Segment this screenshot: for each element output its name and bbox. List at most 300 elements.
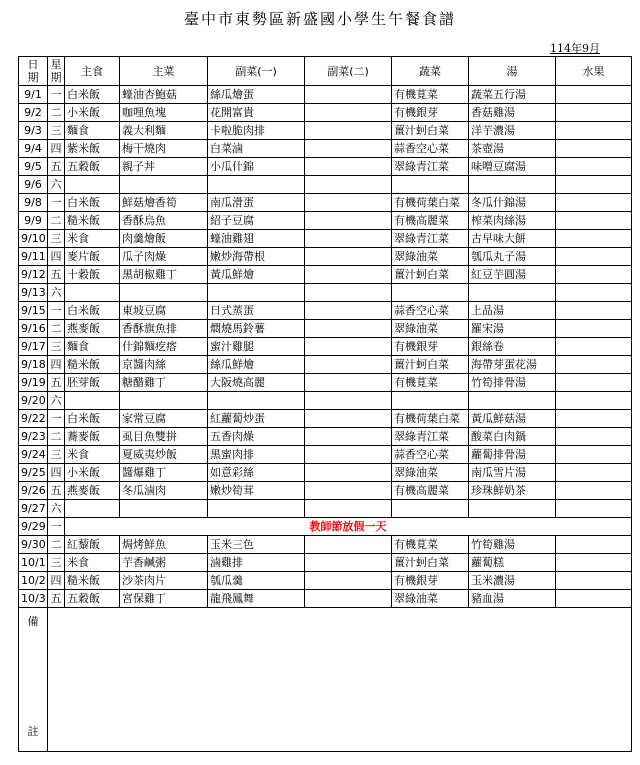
cell-veg: 有機莧菜 xyxy=(392,86,469,104)
cell-side2 xyxy=(305,284,392,302)
cell-main: 黑胡椒雞丁 xyxy=(120,266,208,284)
cell-main: 香酥旗魚排 xyxy=(120,320,208,338)
cell-day: 二 xyxy=(48,320,65,338)
cell-soup: 蔬菜五行湯 xyxy=(469,86,556,104)
table-row xyxy=(19,302,632,320)
cell-staple: 麥片飯 xyxy=(65,248,120,266)
cell-side2 xyxy=(305,266,392,284)
cell-soup: 酸菜白肉鍋 xyxy=(469,428,556,446)
cell-soup: 豬血湯 xyxy=(469,590,556,608)
cell-date: 9/25 xyxy=(19,464,48,482)
cell-fruit xyxy=(556,464,632,482)
cell-veg: 翠綠青江菜 xyxy=(392,158,469,176)
table-row xyxy=(19,104,632,122)
cell-veg: 翠綠青江菜 xyxy=(392,428,469,446)
cell-date: 9/30 xyxy=(19,536,48,554)
cell-fruit xyxy=(556,320,632,338)
cell-day: 六 xyxy=(48,176,65,194)
cell-side1: 滷雞排 xyxy=(208,554,305,572)
cell-main: 冬瓜滷肉 xyxy=(120,482,208,500)
cell-fruit xyxy=(556,536,632,554)
cell-side1: 紅蘿蔔炒蛋 xyxy=(208,410,305,428)
cell-staple: 白米飯 xyxy=(65,410,120,428)
cell-date: 9/11 xyxy=(19,248,48,266)
cell-veg: 薑汁蚵白菜 xyxy=(392,122,469,140)
cell-staple: 白米飯 xyxy=(65,302,120,320)
cell-fruit xyxy=(556,356,632,374)
cell-date: 9/1 xyxy=(19,86,48,104)
cell-side1: 紹子豆腐 xyxy=(208,212,305,230)
cell-staple: 米食 xyxy=(65,554,120,572)
table-row xyxy=(19,176,632,194)
cell-soup: 瓠瓜丸子湯 xyxy=(469,248,556,266)
table-row xyxy=(19,194,632,212)
cell-side1: 玉米三色 xyxy=(208,536,305,554)
cell-day: 四 xyxy=(48,356,65,374)
cell-veg: 蒜香空心菜 xyxy=(392,140,469,158)
header-staple: 主食 xyxy=(65,57,120,86)
cell-side2 xyxy=(305,446,392,464)
cell-main: 沙茶肉片 xyxy=(120,572,208,590)
cell-side2 xyxy=(305,392,392,410)
cell-veg: 翠綠油菜 xyxy=(392,248,469,266)
cell-day: 一 xyxy=(48,410,65,428)
cell-day: 五 xyxy=(48,158,65,176)
cell-side1: 大阪燒高麗 xyxy=(208,374,305,392)
cell-staple: 紫米飯 xyxy=(65,140,120,158)
notes-label-bottom: 註 xyxy=(27,725,39,738)
cell-day: 三 xyxy=(48,230,65,248)
cell-day: 五 xyxy=(48,482,65,500)
cell-fruit xyxy=(556,410,632,428)
cell-fruit xyxy=(556,590,632,608)
cell-veg xyxy=(392,176,469,194)
cell-date: 9/27 xyxy=(19,500,48,518)
cell-staple: 五穀飯 xyxy=(65,590,120,608)
cell-fruit xyxy=(556,500,632,518)
cell-soup: 黃瓜鮮菇湯 xyxy=(469,410,556,428)
cell-veg xyxy=(392,392,469,410)
cell-soup: 洋芋濃湯 xyxy=(469,122,556,140)
cell-fruit xyxy=(556,338,632,356)
cell-main: 什錦麵疙瘩 xyxy=(120,338,208,356)
header-day: 星 期 xyxy=(48,57,65,86)
cell-day: 二 xyxy=(48,104,65,122)
cell-veg xyxy=(392,284,469,302)
cell-side1: 卡啦脆肉排 xyxy=(208,122,305,140)
cell-side2 xyxy=(305,554,392,572)
cell-fruit xyxy=(556,104,632,122)
cell-date: 9/8 xyxy=(19,194,48,212)
header-soup: 湯 xyxy=(469,57,556,86)
cell-veg: 有機高麗菜 xyxy=(392,482,469,500)
cell-staple: 小米飯 xyxy=(65,104,120,122)
cell-side1 xyxy=(208,500,305,518)
cell-soup xyxy=(469,392,556,410)
cell-day: 四 xyxy=(48,572,65,590)
cell-soup: 味噌豆腐湯 xyxy=(469,158,556,176)
cell-fruit xyxy=(556,230,632,248)
cell-side2 xyxy=(305,572,392,590)
cell-soup: 玉米濃湯 xyxy=(469,572,556,590)
table-row xyxy=(19,464,632,482)
cell-date: 9/16 xyxy=(19,320,48,338)
cell-soup: 蘿蔔排骨湯 xyxy=(469,446,556,464)
cell-soup: 香菇雞湯 xyxy=(469,104,556,122)
cell-date: 9/18 xyxy=(19,356,48,374)
cell-staple: 米食 xyxy=(65,230,120,248)
cell-side2 xyxy=(305,428,392,446)
cell-date: 9/26 xyxy=(19,482,48,500)
cell-veg: 有機銀芽 xyxy=(392,338,469,356)
cell-side2 xyxy=(305,104,392,122)
cell-fruit xyxy=(556,140,632,158)
cell-date: 9/23 xyxy=(19,428,48,446)
cell-staple: 白米飯 xyxy=(65,194,120,212)
cell-main: 夏威夷炒飯 xyxy=(120,446,208,464)
cell-main: 義大利麵 xyxy=(120,122,208,140)
cell-veg xyxy=(392,500,469,518)
table-row xyxy=(19,320,632,338)
cell-side1: 黃瓜鮮燴 xyxy=(208,266,305,284)
table-row xyxy=(19,572,632,590)
cell-date: 9/15 xyxy=(19,302,48,320)
header-date: 日 期 xyxy=(19,57,48,86)
cell-side1: 南瓜滑蛋 xyxy=(208,194,305,212)
cell-veg: 翠綠油菜 xyxy=(392,464,469,482)
header-fruit: 水果 xyxy=(556,57,632,86)
cell-fruit xyxy=(556,392,632,410)
cell-soup: 南瓜雪片湯 xyxy=(469,464,556,482)
table-row xyxy=(19,86,632,104)
cell-side1: 燜燒馬鈴薯 xyxy=(208,320,305,338)
cell-staple: 麵食 xyxy=(65,338,120,356)
header-row xyxy=(19,57,632,86)
table-row xyxy=(19,392,632,410)
cell-veg: 有機銀芽 xyxy=(392,104,469,122)
table-row xyxy=(19,338,632,356)
table-row xyxy=(19,122,632,140)
table-row xyxy=(19,284,632,302)
table-row xyxy=(19,428,632,446)
cell-day: 一 xyxy=(48,518,65,536)
table-row xyxy=(19,518,632,536)
cell-side2 xyxy=(305,410,392,428)
cell-veg: 有機銀芽 xyxy=(392,572,469,590)
cell-veg: 薑汁蚵白菜 xyxy=(392,266,469,284)
cell-day: 三 xyxy=(48,122,65,140)
page-title: 臺中市東勢區新盛國小學生午餐食譜 xyxy=(183,10,456,28)
cell-side1: 蠔油雞翅 xyxy=(208,230,305,248)
table-row xyxy=(19,554,632,572)
cell-veg: 薑汁蚵白菜 xyxy=(392,356,469,374)
cell-veg: 蒜香空心菜 xyxy=(392,302,469,320)
cell-side2 xyxy=(305,590,392,608)
cell-date: 9/17 xyxy=(19,338,48,356)
cell-side2 xyxy=(305,248,392,266)
cell-staple xyxy=(65,176,120,194)
cell-day: 五 xyxy=(48,374,65,392)
cell-side2 xyxy=(305,86,392,104)
cell-main: 親子丼 xyxy=(120,158,208,176)
cell-side2 xyxy=(305,320,392,338)
cell-side2 xyxy=(305,140,392,158)
cell-side2 xyxy=(305,536,392,554)
cell-day: 四 xyxy=(48,464,65,482)
cell-staple: 米食 xyxy=(65,446,120,464)
cell-side2 xyxy=(305,158,392,176)
cell-veg: 有機莧菜 xyxy=(392,374,469,392)
cell-day: 二 xyxy=(48,212,65,230)
menu-table xyxy=(18,56,632,752)
cell-soup: 竹筍雞湯 xyxy=(469,536,556,554)
cell-side2 xyxy=(305,230,392,248)
table-row xyxy=(19,140,632,158)
cell-date: 9/24 xyxy=(19,446,48,464)
cell-soup: 海帶芽蛋花湯 xyxy=(469,356,556,374)
cell-date: 10/2 xyxy=(19,572,48,590)
cell-staple: 五穀飯 xyxy=(65,158,120,176)
cell-date: 9/5 xyxy=(19,158,48,176)
cell-main xyxy=(120,392,208,410)
cell-veg: 蒜香空心菜 xyxy=(392,446,469,464)
cell-side1: 絲瓜鮮燴 xyxy=(208,356,305,374)
cell-side2 xyxy=(305,302,392,320)
notes-label-top: 備 xyxy=(27,615,39,628)
cell-veg: 有機莧菜 xyxy=(392,536,469,554)
cell-main: 瓜子肉燥 xyxy=(120,248,208,266)
cell-staple: 糙米飯 xyxy=(65,212,120,230)
cell-fruit xyxy=(556,482,632,500)
cell-staple: 糙米飯 xyxy=(65,356,120,374)
table-row xyxy=(19,266,632,284)
cell-main: 家常豆腐 xyxy=(120,410,208,428)
cell-date: 9/6 xyxy=(19,176,48,194)
cell-soup xyxy=(469,176,556,194)
table-row xyxy=(19,536,632,554)
cell-fruit xyxy=(556,122,632,140)
cell-side1: 日式蒸蛋 xyxy=(208,302,305,320)
table-row xyxy=(19,356,632,374)
cell-day: 二 xyxy=(48,536,65,554)
cell-date: 9/19 xyxy=(19,374,48,392)
cell-soup: 蘿蔔糕 xyxy=(469,554,556,572)
cell-staple: 白米飯 xyxy=(65,86,120,104)
cell-main: 咖哩魚塊 xyxy=(120,104,208,122)
cell-main: 醬爆雞丁 xyxy=(120,464,208,482)
header-main: 主菜 xyxy=(120,57,208,86)
cell-side2 xyxy=(305,194,392,212)
cell-staple xyxy=(65,500,120,518)
cell-date: 9/29 xyxy=(19,518,48,536)
cell-fruit xyxy=(556,572,632,590)
cell-side1: 花開富貴 xyxy=(208,104,305,122)
table-row xyxy=(19,230,632,248)
cell-date: 9/3 xyxy=(19,122,48,140)
cell-side2 xyxy=(305,464,392,482)
cell-day: 一 xyxy=(48,194,65,212)
cell-staple: 燕麥飯 xyxy=(65,482,120,500)
cell-main xyxy=(120,284,208,302)
cell-side1 xyxy=(208,176,305,194)
table-row xyxy=(19,590,632,608)
cell-date: 9/9 xyxy=(19,212,48,230)
cell-fruit xyxy=(556,86,632,104)
cell-staple: 十穀飯 xyxy=(65,266,120,284)
notes-content xyxy=(48,608,632,752)
cell-staple xyxy=(65,284,120,302)
cell-veg: 翠綠油菜 xyxy=(392,320,469,338)
cell-staple: 紅藜飯 xyxy=(65,536,120,554)
header-side1: 副菜(一) xyxy=(208,57,305,86)
cell-staple: 蕎麥飯 xyxy=(65,428,120,446)
cell-main: 焗烤鮮魚 xyxy=(120,536,208,554)
cell-main: 肉羹燴飯 xyxy=(120,230,208,248)
cell-date: 9/12 xyxy=(19,266,48,284)
cell-day: 一 xyxy=(48,302,65,320)
cell-side1: 蜜汁雞腿 xyxy=(208,338,305,356)
cell-main: 宮保雞丁 xyxy=(120,590,208,608)
cell-fruit xyxy=(556,554,632,572)
cell-staple: 麵食 xyxy=(65,122,120,140)
table-row xyxy=(19,410,632,428)
header-side2: 副菜(二) xyxy=(305,57,392,86)
cell-day: 六 xyxy=(48,284,65,302)
notes-label xyxy=(19,608,48,752)
cell-staple: 燕麥飯 xyxy=(65,320,120,338)
table-row xyxy=(19,248,632,266)
cell-date: 9/4 xyxy=(19,140,48,158)
cell-main: 東坡豆腐 xyxy=(120,302,208,320)
cell-side1: 龍飛鳳舞 xyxy=(208,590,305,608)
cell-side1: 絲瓜燴蛋 xyxy=(208,86,305,104)
cell-fruit xyxy=(556,284,632,302)
cell-staple: 小米飯 xyxy=(65,464,120,482)
holiday-notice: 教師節放假一天 xyxy=(65,518,632,536)
cell-side1: 白菜滷 xyxy=(208,140,305,158)
cell-main: 京醬肉絲 xyxy=(120,356,208,374)
cell-day: 六 xyxy=(48,392,65,410)
cell-staple: 糙米飯 xyxy=(65,572,120,590)
cell-staple xyxy=(65,392,120,410)
cell-date: 9/2 xyxy=(19,104,48,122)
cell-fruit xyxy=(556,374,632,392)
cell-fruit xyxy=(556,302,632,320)
cell-veg: 有機高麗菜 xyxy=(392,212,469,230)
cell-day: 五 xyxy=(48,266,65,284)
cell-fruit xyxy=(556,194,632,212)
header-veg: 蔬菜 xyxy=(392,57,469,86)
table-row xyxy=(19,482,632,500)
cell-day: 三 xyxy=(48,338,65,356)
cell-side2 xyxy=(305,500,392,518)
notes-row xyxy=(19,608,632,752)
cell-soup: 竹筍排骨湯 xyxy=(469,374,556,392)
cell-side1: 小瓜什錦 xyxy=(208,158,305,176)
table-row xyxy=(19,446,632,464)
cell-main: 虱目魚雙拼 xyxy=(120,428,208,446)
cell-soup xyxy=(469,500,556,518)
cell-main: 香酥烏魚 xyxy=(120,212,208,230)
cell-day: 四 xyxy=(48,140,65,158)
cell-fruit xyxy=(556,248,632,266)
cell-main xyxy=(120,500,208,518)
cell-side1 xyxy=(208,392,305,410)
cell-side2 xyxy=(305,374,392,392)
cell-soup: 古早味大餅 xyxy=(469,230,556,248)
cell-fruit xyxy=(556,266,632,284)
cell-date: 10/1 xyxy=(19,554,48,572)
cell-side1: 嫩炒海帶根 xyxy=(208,248,305,266)
cell-side1: 嫩炒筍茸 xyxy=(208,482,305,500)
cell-date: 9/22 xyxy=(19,410,48,428)
cell-soup: 茶壺湯 xyxy=(469,140,556,158)
cell-side2 xyxy=(305,212,392,230)
cell-fruit xyxy=(556,446,632,464)
cell-date: 10/3 xyxy=(19,590,48,608)
cell-main: 鮮菇燴香筍 xyxy=(120,194,208,212)
cell-staple: 胚芽飯 xyxy=(65,374,120,392)
cell-date: 9/10 xyxy=(19,230,48,248)
cell-veg: 薑汁蚵白菜 xyxy=(392,554,469,572)
cell-soup: 榨菜肉絲湯 xyxy=(469,212,556,230)
cell-side1: 五香肉燥 xyxy=(208,428,305,446)
cell-main: 梅干燒肉 xyxy=(120,140,208,158)
cell-day: 六 xyxy=(48,500,65,518)
cell-day: 二 xyxy=(48,428,65,446)
cell-side2 xyxy=(305,176,392,194)
table-row xyxy=(19,374,632,392)
cell-side1 xyxy=(208,284,305,302)
cell-soup: 冬瓜什錦湯 xyxy=(469,194,556,212)
cell-side2 xyxy=(305,338,392,356)
cell-soup: 銀絲卷 xyxy=(469,338,556,356)
cell-fruit xyxy=(556,158,632,176)
cell-date: 9/13 xyxy=(19,284,48,302)
cell-fruit xyxy=(556,428,632,446)
cell-fruit xyxy=(556,212,632,230)
cell-main: 蠔油杏鮑菇 xyxy=(120,86,208,104)
cell-day: 一 xyxy=(48,86,65,104)
cell-soup: 羅宋湯 xyxy=(469,320,556,338)
cell-veg: 翠綠青江菜 xyxy=(392,230,469,248)
cell-side2 xyxy=(305,122,392,140)
cell-soup: 紅豆芋圓湯 xyxy=(469,266,556,284)
table-row xyxy=(19,212,632,230)
cell-veg: 有機荷葉白菜 xyxy=(392,194,469,212)
cell-main: 芋香鹹粥 xyxy=(120,554,208,572)
cell-main xyxy=(120,176,208,194)
date-label: 114年9月 xyxy=(550,42,600,55)
cell-fruit xyxy=(556,176,632,194)
cell-veg: 翠綠油菜 xyxy=(392,590,469,608)
cell-side1: 瓠瓜羹 xyxy=(208,572,305,590)
cell-date: 9/20 xyxy=(19,392,48,410)
cell-soup: 上品湯 xyxy=(469,302,556,320)
cell-side2 xyxy=(305,482,392,500)
cell-soup xyxy=(469,284,556,302)
cell-day: 三 xyxy=(48,446,65,464)
cell-day: 五 xyxy=(48,590,65,608)
cell-side1: 如意彩絲 xyxy=(208,464,305,482)
cell-day: 四 xyxy=(48,248,65,266)
table-row xyxy=(19,500,632,518)
cell-side2 xyxy=(305,356,392,374)
cell-side1: 黑蜜肉排 xyxy=(208,446,305,464)
cell-day: 三 xyxy=(48,554,65,572)
cell-soup: 珍珠鮮奶茶 xyxy=(469,482,556,500)
cell-veg: 有機荷葉白菜 xyxy=(392,410,469,428)
